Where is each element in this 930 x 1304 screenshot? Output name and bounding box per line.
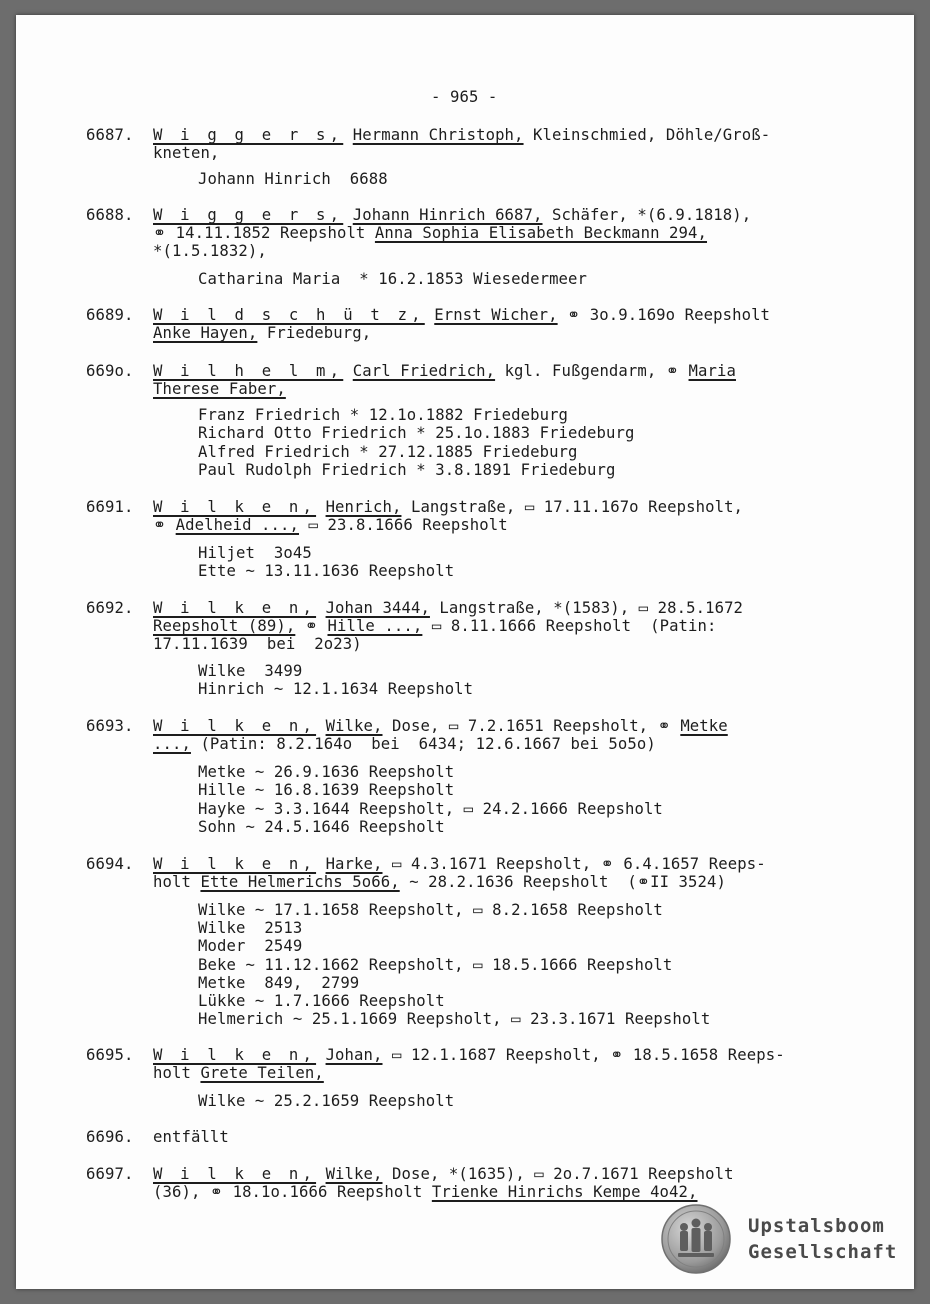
entry-number: 6688. <box>86 206 134 224</box>
surname: W i g g e r s, <box>153 206 344 224</box>
page-number: - 965 - <box>431 88 498 106</box>
child-entry: Moder 2549 <box>198 937 303 955</box>
child-entry: Ette ~ 13.11.1636 Reepsholt <box>198 562 455 580</box>
place-info: Friedeburg, <box>257 324 372 342</box>
child-entry: Hille ~ 16.8.1639 Reepsholt <box>198 781 455 799</box>
entry-number: 6691. <box>86 498 134 516</box>
surname: W i l k e n, <box>153 599 317 617</box>
entry-heading <box>153 1046 785 1064</box>
entry-heading <box>153 126 770 144</box>
child-entry: Wilke ~ 25.2.1659 Reepsholt <box>198 1092 455 1110</box>
marriage-info: ⚭ 14.11.1852 Reepsholt <box>153 224 375 242</box>
entry-text: entfällt <box>153 1128 229 1146</box>
entry-continuation <box>153 1183 698 1201</box>
place-info: holt <box>153 1064 201 1082</box>
entry-continuation <box>153 873 726 891</box>
surname: W i l k e n, <box>153 717 317 735</box>
entry-details: Langstraße, ▭ 17.11.167o Reepsholt, <box>401 498 744 516</box>
entry-continuation <box>153 224 707 242</box>
burial-info: ▭ 23.8.1666 Reepsholt <box>299 516 508 534</box>
spouse-name: Adelheid ..., <box>175 516 300 534</box>
place-info: Reepsholt (89), <box>153 617 296 635</box>
marriage-symbol: ⚭ <box>295 617 328 635</box>
entry-number: 669o. <box>86 362 134 380</box>
entry-number: 6692. <box>86 599 134 617</box>
child-entry: Paul Rudolph Friedrich * 3.8.1891 Friedeburg <box>198 461 616 479</box>
child-entry: Wilke 3499 <box>198 662 303 680</box>
entry-number: 6694. <box>86 855 134 873</box>
upstalsboom-logo <box>660 1203 900 1277</box>
child-entry: Wilke 2513 <box>198 919 303 937</box>
child-entry: Hinrich ~ 12.1.1634 Reepsholt <box>198 680 474 698</box>
entry-details: Dose, *(1635), ▭ 2o.7.1671 Reepsholt <box>382 1165 734 1183</box>
entry-details: kgl. Fußgendarm, ⚭ <box>495 362 689 380</box>
burial-info: ▭ 8.11.1666 Reepsholt (Patin: <box>422 617 717 635</box>
entry-continuation <box>153 516 508 534</box>
place-info: holt <box>153 873 201 891</box>
spouse-name: Metke <box>680 717 728 735</box>
child-entry: Hiljet 3o45 <box>198 544 312 562</box>
child-entry: Wilke ~ 17.1.1658 Reepsholt, ▭ 8.2.1658 Reepsholt <box>198 901 663 919</box>
child-entry: Johann Hinrich 6688 <box>198 170 388 188</box>
entry-heading <box>153 206 751 224</box>
entry-details: Schäfer, *(6.9.1818), <box>542 206 752 224</box>
spouse-name: Anke Hayen, <box>153 324 258 342</box>
given-name: Ernst Wicher, <box>434 306 558 324</box>
spouse-name: Ette Helmerichs 5o66, <box>200 873 400 891</box>
entry-details: Kleinschmied, Döhle/Groß- <box>523 126 771 144</box>
entry-number: 6693. <box>86 717 134 735</box>
entry-heading <box>153 717 728 735</box>
entry-continuation <box>153 324 371 342</box>
given-name: Harke, <box>325 855 383 873</box>
entry-number: 6697. <box>86 1165 134 1183</box>
spouse-name: Anna Sophia Elisabeth Beckmann 294, <box>374 224 708 242</box>
spouse-name: Therese Faber, <box>153 380 286 398</box>
spouse-name: Maria <box>688 362 736 380</box>
given-name: Johann Hinrich 6687, <box>352 206 543 224</box>
logo-text-line2: Gesellschaft <box>748 1241 898 1263</box>
entry-heading <box>153 498 743 516</box>
entry-continuation: *(1.5.1832), <box>153 242 267 260</box>
child-entry: Franz Friedrich * 12.1o.1882 Friedeburg <box>198 406 569 424</box>
entry-details: Dose, ▭ 7.2.1651 Reepsholt, ⚭ <box>382 717 681 735</box>
entry-details: ▭ 4.3.1671 Reepsholt, ⚭ 6.4.1657 Reeps- <box>382 855 766 873</box>
child-entry: Helmerich ~ 25.1.1669 Reepsholt, ▭ 23.3.1671 Reepsholt <box>198 1010 711 1028</box>
given-name: Wilke, <box>325 717 383 735</box>
entry-continuation <box>153 735 656 753</box>
entry-details: ⚭ 3o.9.169o Reepsholt <box>557 306 771 324</box>
given-name: Johan 3444, <box>325 599 430 617</box>
child-entry: Metke 849, 2799 <box>198 974 360 992</box>
child-entry: Alfred Friedrich * 27.12.1885 Friedeburg <box>198 443 578 461</box>
given-name: Henrich, <box>325 498 402 516</box>
surname: W i l k e n, <box>153 855 317 873</box>
entry-details: Langstraße, *(1583), ▭ 28.5.1672 <box>429 599 744 617</box>
surname: W i l k e n, <box>153 1165 317 1183</box>
given-name: Wilke, <box>325 1165 383 1183</box>
marriage-symbol: ⚭ <box>153 516 176 534</box>
godparent-info: (Patin: 8.2.164o bei 6434; 12.6.1667 bei 5o5o) <box>190 735 656 753</box>
surname: W i g g e r s, <box>153 126 344 144</box>
entry-number: 6696. <box>86 1128 134 1146</box>
entry-heading <box>153 362 736 380</box>
surname: W i l k e n, <box>153 498 317 516</box>
surname: W i l d s c h ü t z, <box>153 306 425 324</box>
child-entry: Hayke ~ 3.3.1644 Reepsholt, ▭ 24.2.1666 Reepsholt <box>198 800 663 818</box>
marriage-info: (36), ⚭ 18.1o.1666 Reepsholt <box>153 1183 432 1201</box>
entry-heading <box>153 1165 734 1183</box>
spouse-name: Trienke Hinrichs Kempe 4o42, <box>431 1183 698 1201</box>
spouse-name: ..., <box>153 735 191 753</box>
child-entry: Catharina Maria * 16.2.1853 Wiesedermeer <box>198 270 588 288</box>
entry-continuation: 17.11.1639 bei 2o23) <box>153 635 362 653</box>
child-entry: Beke ~ 11.12.1662 Reepsholt, ▭ 18.5.1666 Reepsholt <box>198 956 673 974</box>
given-name: Johan, <box>325 1046 383 1064</box>
entry-number: 6689. <box>86 306 134 324</box>
given-name: Carl Friedrich, <box>352 362 496 380</box>
entry-heading <box>153 855 766 873</box>
entry-number: 6695. <box>86 1046 134 1064</box>
child-entry: Metke ~ 26.9.1636 Reepsholt <box>198 763 455 781</box>
child-entry: Sohn ~ 24.5.1646 Reepsholt <box>198 818 445 836</box>
entry-continuation <box>153 617 717 635</box>
entry-continuation <box>153 380 286 398</box>
entry-number: 6687. <box>86 126 134 144</box>
document-page <box>16 15 914 1289</box>
child-entry: Lükke ~ 1.7.1666 Reepsholt <box>198 992 445 1010</box>
entry-details: ▭ 12.1.1687 Reepsholt, ⚭ 18.5.1658 Reeps- <box>382 1046 785 1064</box>
seal-icon <box>660 1203 732 1275</box>
entry-continuation <box>153 1064 324 1082</box>
logo-text-line1: Upstalsboom <box>748 1215 885 1237</box>
surname: W i l k e n, <box>153 1046 317 1064</box>
spouse-name: Grete Teilen, <box>200 1064 324 1082</box>
surname: W i l h e l m, <box>153 362 344 380</box>
entry-heading <box>153 599 743 617</box>
given-name: Hermann Christoph, <box>352 126 524 144</box>
entry-continuation: kneten, <box>153 144 220 162</box>
entry-heading <box>153 306 770 324</box>
child-entry: Richard Otto Friedrich * 25.1o.1883 Friedeburg <box>198 424 635 442</box>
baptism-info: ~ 28.2.1636 Reepsholt (⚭II 3524) <box>399 873 726 891</box>
spouse-name: Hille ..., <box>327 617 423 635</box>
